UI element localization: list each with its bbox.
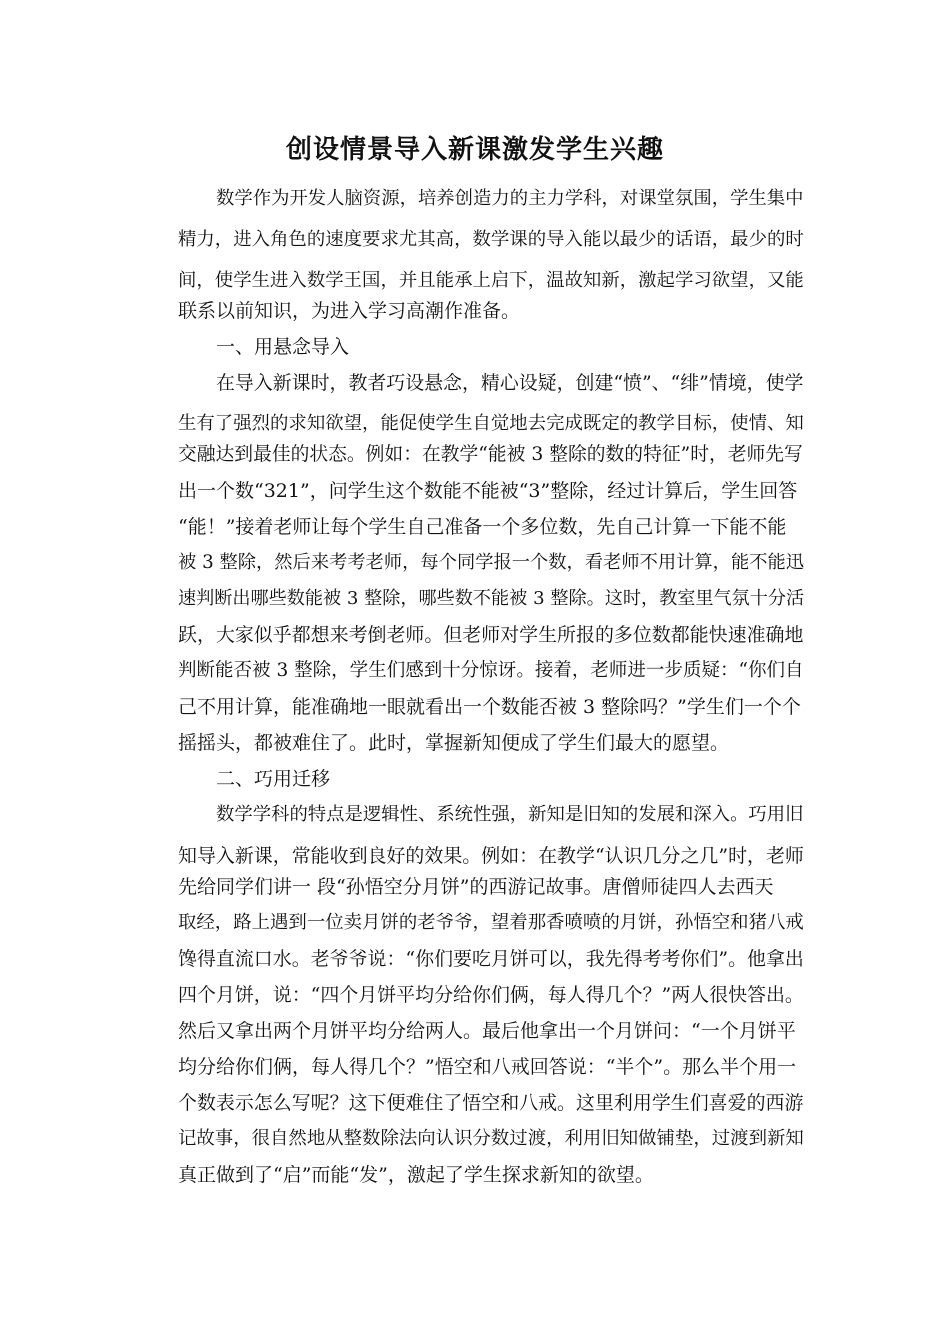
paragraph-line: 间，使学生进入数学王国，并且能承上启下，温故知新，激起学习欲望，又能: [178, 270, 804, 291]
paragraph-line: “能！”接着老师让每个学生自己准备一个多位数，先自己计算一下能不能: [178, 516, 787, 538]
paragraph-line: 记故事，很自然地从整数除法向认识分数过渡，利用旧知做铺垫，过渡到新知: [178, 1128, 804, 1149]
paragraph-line: 判断能否被 3 整除，学生们感到十分惊讶。接着，老师进一步质疑：“你们自: [178, 660, 804, 681]
paragraph-line: 数学作为开发人脑资源，培养创造力的主力学科，对课堂氛围，学生集中: [216, 188, 804, 209]
section-heading: 一、用悬念导入: [216, 336, 350, 358]
paragraph-line: 先给同学们讲一 段“孙悟空分月饼”的西游记故事。唐僧师徒四人去西天: [178, 876, 774, 898]
paragraph-line: 出一个数“321”，问学生这个数能不能被“3”整除，经过计算后，学生回答: [178, 480, 798, 502]
paragraph-line: 被 3 整除，然后来考考老师，每个同学报一个数，看老师不用计算，能不能迅: [178, 552, 805, 573]
paragraph-line: 均分给你们俩，每人得几个？”悟空和八戒回答说：“半个”。那么半个用一: [178, 1056, 797, 1078]
paragraph-line: 取经，路上遇到一位卖月饼的老爷爷，望着那香喷喷的月饼，孙悟空和猪八戒: [178, 912, 804, 933]
paragraph-line: 知导入新课，常能收到良好的效果。例如：在教学“认识几分之几”时，老师: [178, 845, 804, 867]
section-heading: 二、巧用迁移: [216, 768, 331, 790]
paragraph-line: 然后又拿出两个月饼平均分给两人。最后他拿出一个月饼问：“一个月饼平: [178, 1020, 796, 1042]
paragraph-line: 己不用计算，能准确地一眼就看出一个数能否被 3 整除吗？”学生们一个个: [178, 696, 801, 718]
paragraph-line: 跃，大家似乎都想来考倒老师。但老师对学生所报的多位数都能快速准确地: [178, 624, 804, 646]
paragraph-line: 摇摇头，都被难住了。此时，掌握新知便成了学生们最大的愿望。: [178, 732, 730, 754]
paragraph-line: 四个月饼，说：“四个月饼平均分给你们俩，每人得几个？”两人很快答出。: [178, 984, 804, 1006]
paragraph-line: 精力，进入角色的速度要求尤其高，数学课的导入能以最少的话语，最少的时: [178, 229, 804, 250]
paragraph-line: 生有了强烈的求知欲望，能促使学生自觉地去完成既定的教学目标，使情、知: [178, 413, 804, 434]
paragraph-line: 个数表示怎么写呢？这下便难住了悟空和八戒。这里利用学生们喜爱的西游: [178, 1092, 804, 1114]
paragraph-line: 真正做到了“启”而能“发”，激起了学生探求新知的欲望。: [178, 1164, 654, 1186]
paragraph-line: 联系以前知识，为进入学习高潮作准备。: [178, 300, 521, 322]
document-title: 创设情景导入新课激发学生兴趣: [285, 135, 664, 165]
paragraph-line: 馋得直流口水。老爷爷说：“你们要吃月饼可以，我先得考考你们”。他拿出: [178, 948, 804, 970]
paragraph-line: 交融达到最佳的状态。例如：在教学“能被 3 整除的数的特征”时，老师先写: [178, 444, 803, 465]
paragraph-line: 在导入新课时，教者巧设悬念，精心设疑，创建“愤”、“绯”情境，使学: [216, 372, 804, 394]
paragraph-line: 速判断出哪些数能被 3 整除，哪些数不能被 3 整除。这时，教室里气氛十分活: [178, 588, 805, 609]
paragraph-line: 数学学科的特点是逻辑性、系统性强，新知是旧知的发展和深入。巧用旧: [216, 804, 804, 825]
